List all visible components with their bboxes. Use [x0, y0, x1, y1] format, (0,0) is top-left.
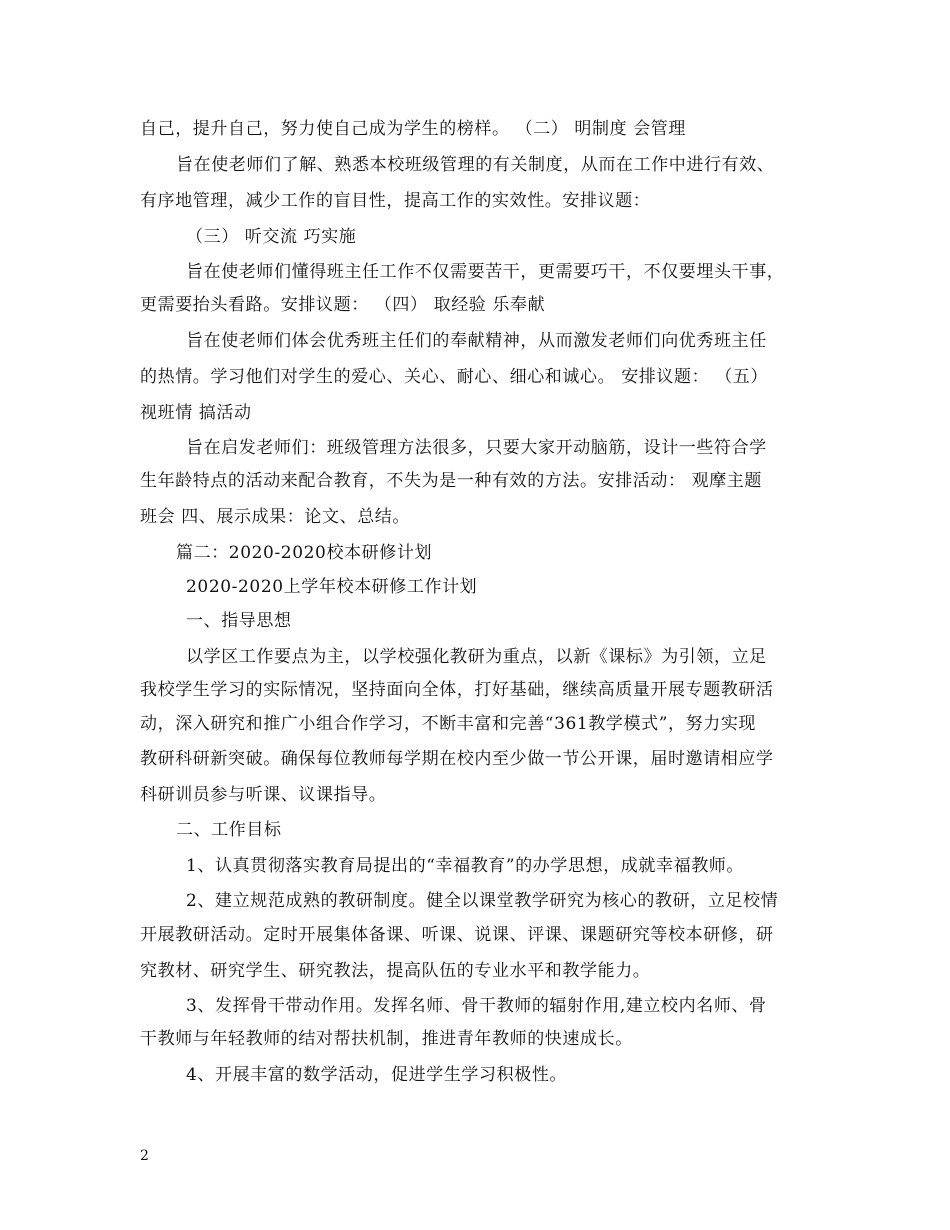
- text-line: 的热情。学习他们对学生的爱心、关心、耐心、细心和诚心。 安排议题： （五）: [140, 367, 769, 387]
- text-line: 篇二：2020-2020校本研修计划: [176, 543, 433, 563]
- text-line: 3、发挥骨干带动作用。发挥名师、骨干教师的辐射作用,建立校内名师、骨: [186, 996, 767, 1016]
- text-line: 有序地管理，减少工作的盲目性，提高工作的实效性。安排议题：: [140, 191, 651, 211]
- text-line: 干教师与年轻教师的结对帮扶机制，推进青年教师的快速成长。: [140, 1029, 633, 1049]
- text-line: 旨在使老师们懂得班主任工作不仅需要苦干，更需要巧干，不仅要埋头干事，: [186, 262, 785, 282]
- text-line: 生年龄特点的活动来配合教育，不失为是一种有效的方法。安排活动： 观摩主题: [140, 471, 763, 491]
- text-line: 2020-2020上学年校本研修工作计划: [186, 577, 478, 597]
- text-line: （三） 听交流 巧实施: [186, 227, 357, 247]
- text-line: 自己，提升自己，努力使自己成为学生的榜样。 （二） 明制度 会管理: [140, 119, 687, 139]
- text-line: 更需要抬头看路。安排议题： （四） 取经验 乐奉献: [140, 295, 546, 315]
- text-line: 二、工作目标: [176, 820, 282, 840]
- text-line: 1、认真贯彻落实教育局提出的“幸福教育”的办学思想，成就幸福教师。: [186, 856, 744, 876]
- text-line: 旨在使老师们体会优秀班主任们的奉献精神，从而激发老师们向优秀班主任: [186, 331, 767, 351]
- text-line: 究教材、研究学生、研究教法，提高队伍的专业水平和教学能力。: [140, 961, 651, 981]
- page-number: 2: [140, 1148, 149, 1164]
- text-line: 以学区工作要点为主，以学校强化教研为重点，以新《课标》为引领，立足: [186, 647, 767, 667]
- text-line: 班会 四、展示成果：论文、总结。: [140, 507, 411, 527]
- text-line: 旨在使老师们了解、熟悉本校班级管理的有关制度，从而在工作中进行有效、: [176, 155, 775, 175]
- text-line: 我校学生学习的实际情况，坚持面向全体，打好基础，继续高质量开展专题教研活: [140, 680, 774, 700]
- text-line: 科研训员参与听课、议课指导。: [140, 785, 387, 805]
- text-line: 视班情 搞活动: [140, 403, 252, 423]
- text-line: 一、指导思想: [186, 611, 292, 631]
- text-line: 旨在启发老师们：班级管理方法很多，只要大家开动脑筋，设计一些符合学: [186, 438, 767, 458]
- text-line: 2、建立规范成熟的教研制度。健全以课堂教学研究为核心的教研，立足校情: [186, 891, 779, 911]
- text-line: 开展教研活动。定时开展集体备课、听课、说课、评课、课题研究等校本研修，研: [140, 925, 774, 945]
- text-line: 动，深入研究和推广小组合作学习，不断丰富和完善“361教学模式”，努力实现: [140, 714, 757, 734]
- text-line: 教研科研新突破。确保每位教师每学期在校内至少做一节公开课，届时邀请相应学: [140, 749, 774, 769]
- text-line: 4、开展丰富的数学活动，促进学生学习积极性。: [186, 1065, 568, 1085]
